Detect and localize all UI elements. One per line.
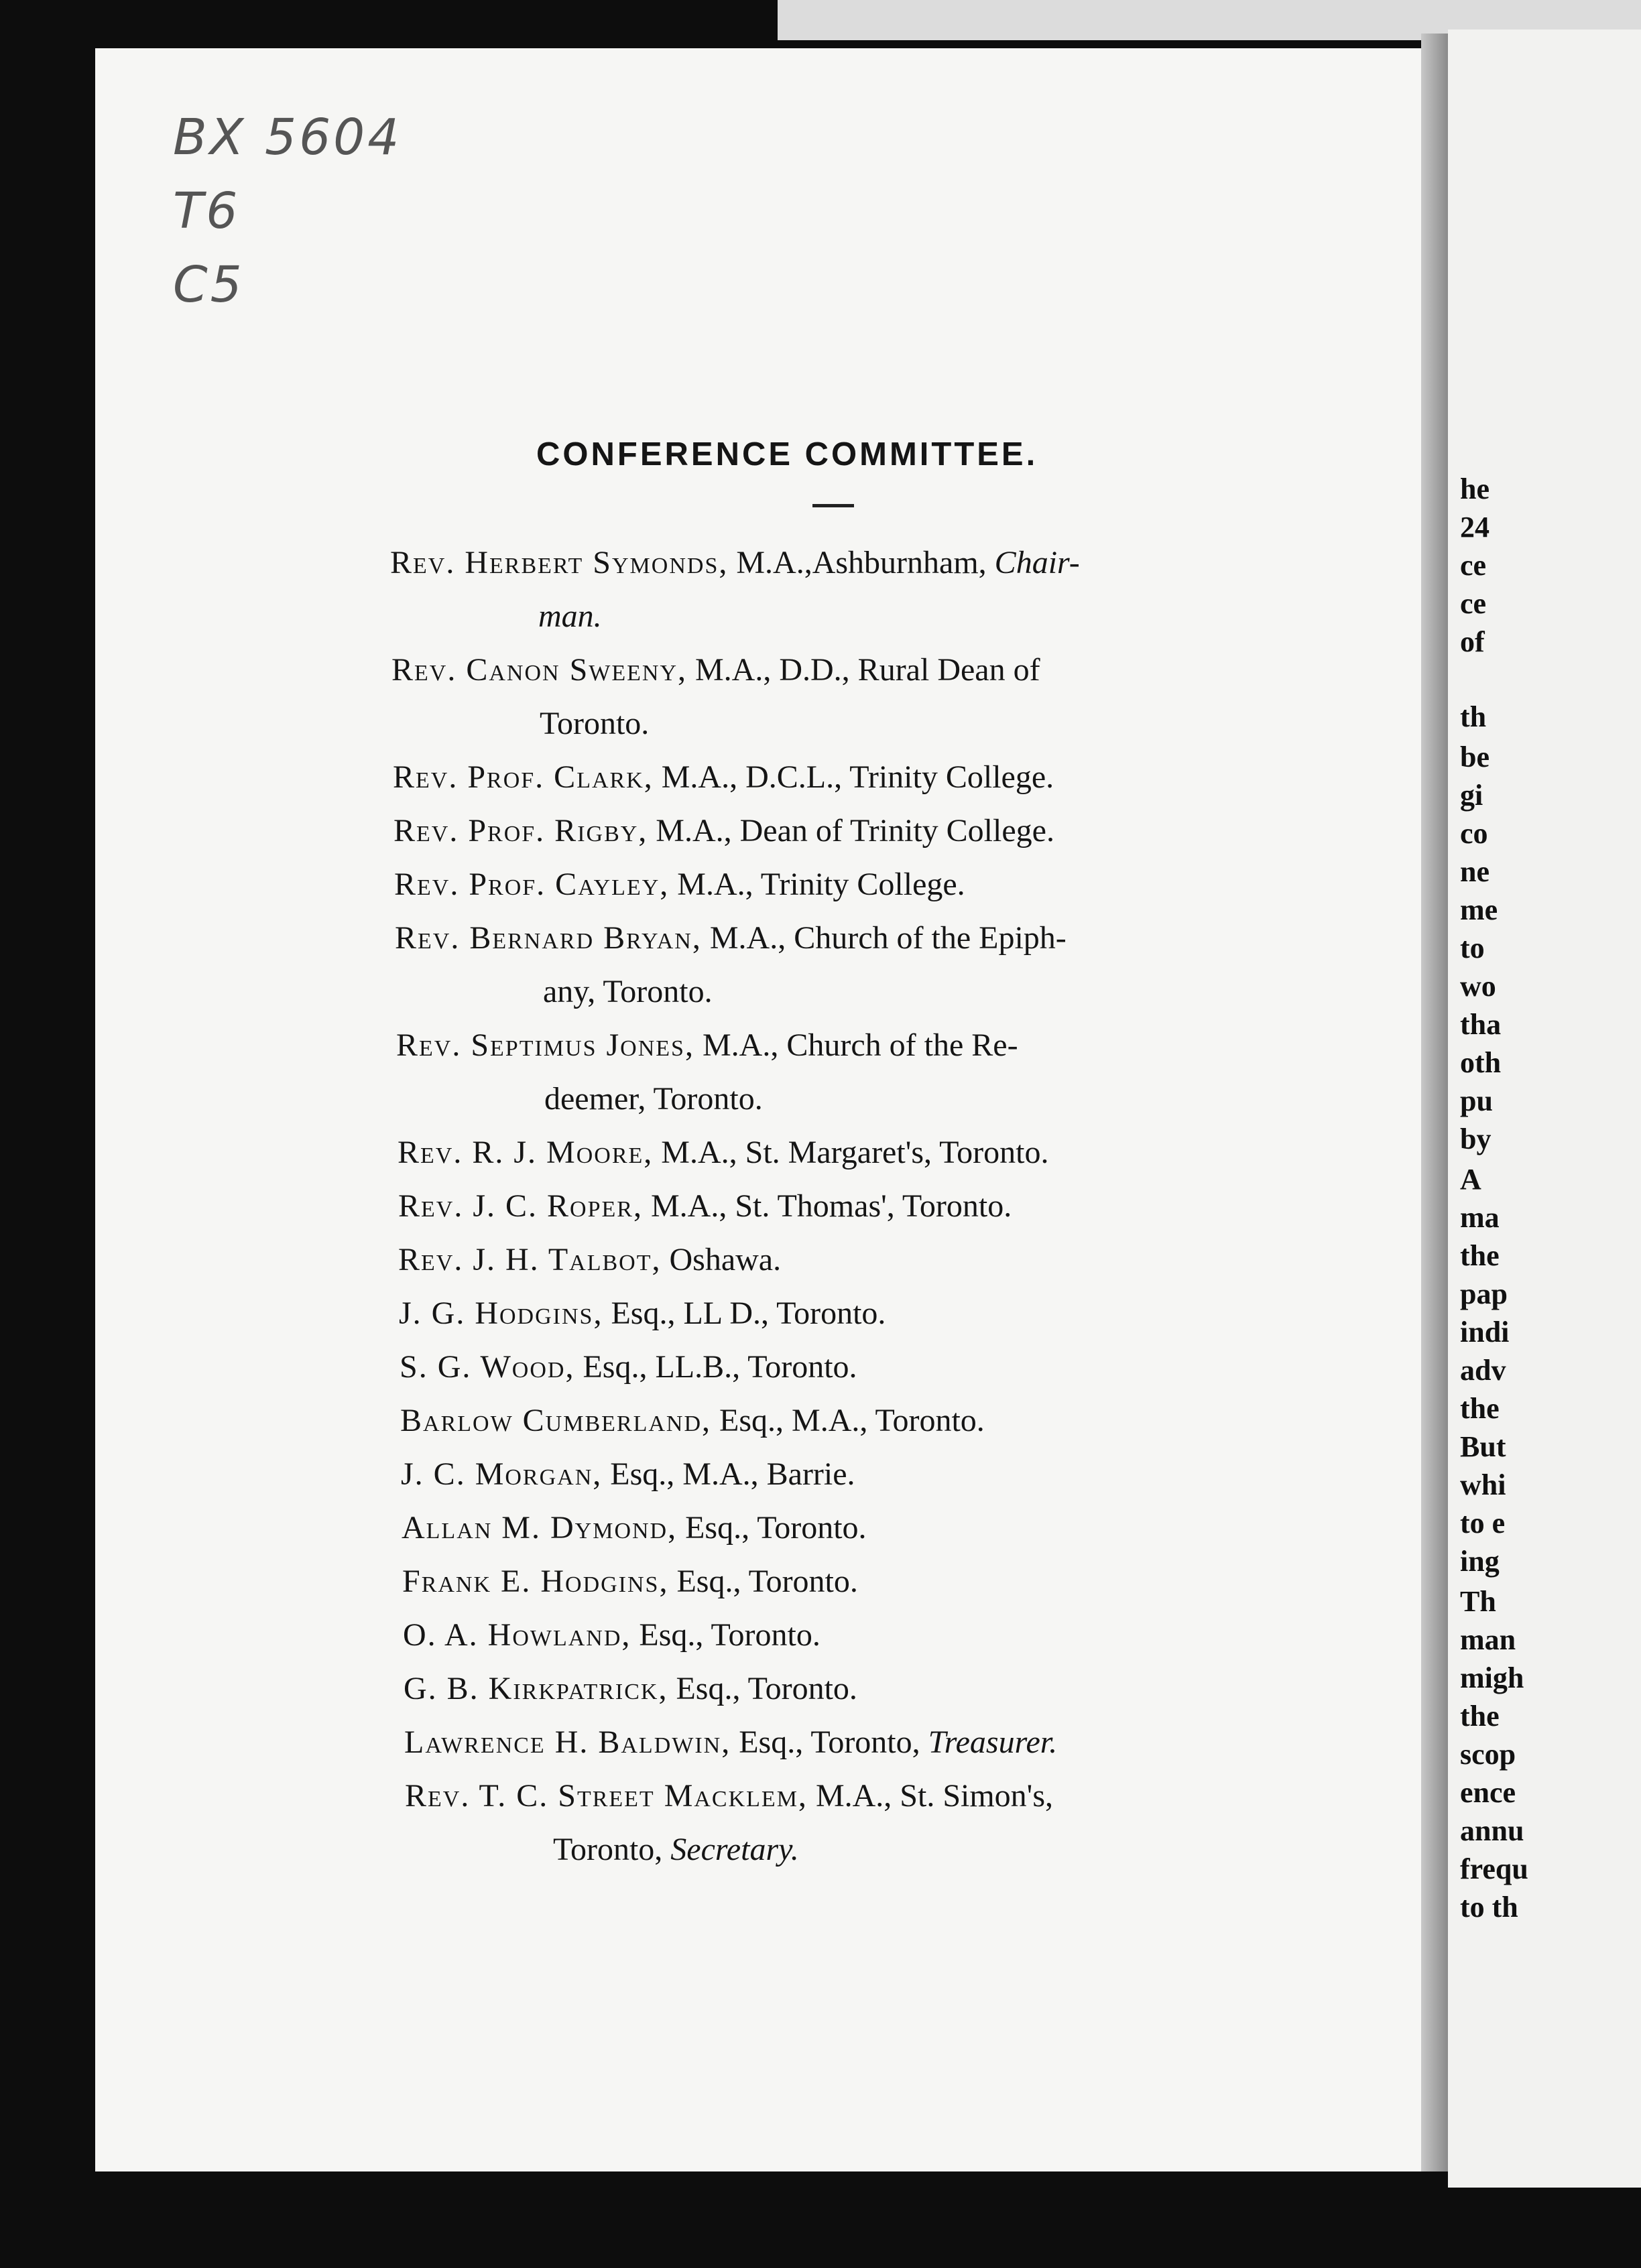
member-name: O. A. Howland,: [403, 1617, 631, 1653]
right-page-text-fragment: to th: [1460, 1891, 1518, 1924]
heading-rule: [812, 504, 854, 507]
right-page-text-fragment: frequ: [1460, 1852, 1528, 1885]
page-heading: CONFERENCE COMMITTEE.: [536, 436, 1038, 472]
right-page-text-fragment: ing: [1460, 1545, 1500, 1578]
right-page-text-fragment: ce: [1460, 549, 1487, 582]
committee-entry: [394, 866, 965, 903]
right-page-text-fragment: pu: [1460, 1084, 1493, 1117]
member-details: any, Toronto.: [543, 974, 713, 1009]
right-page-text-fragment: the: [1460, 1392, 1500, 1425]
member-name: Rev. Canon Sweeny,: [391, 652, 687, 688]
committee-entry: [393, 812, 1054, 849]
member-name: Rev. Septimus Jones,: [396, 1027, 694, 1063]
right-page-text-fragment: scop: [1460, 1738, 1516, 1771]
right-page-text-fragment: oth: [1460, 1046, 1502, 1079]
right-page-text-fragment: ne: [1460, 855, 1490, 888]
member-name: J. G. Hodgins,: [399, 1296, 603, 1331]
member-role: Treasurer.: [928, 1724, 1058, 1760]
committee-entry: [393, 759, 1054, 796]
right-page-text-fragment: wo: [1460, 970, 1496, 1003]
right-page-text-fragment: me: [1460, 893, 1498, 926]
committee-entry: [399, 1295, 886, 1332]
member-details: deemer, Toronto.: [544, 1081, 763, 1117]
member-name: Barlow Cumberland,: [400, 1403, 712, 1438]
member-name: Rev. T. C. Street Macklem,: [405, 1778, 808, 1814]
right-page-text-fragment: indi: [1460, 1316, 1510, 1348]
right-page-text-fragment: the: [1460, 1239, 1500, 1272]
committee-entry: [404, 1724, 1057, 1761]
member-details: M.A., Dean of Trinity College.: [648, 813, 1054, 848]
committee-entry-continued: [538, 598, 602, 635]
member-name: J. C. Morgan,: [401, 1456, 603, 1492]
member-name: Allan M. Dymond,: [402, 1510, 678, 1546]
member-name: Lawrence H. Baldwin,: [404, 1724, 731, 1760]
committee-entry-continued: [540, 705, 649, 742]
member-details: M.A., D.D., Rural Dean of: [687, 652, 1040, 688]
call-number-line: BX 5604: [173, 109, 402, 166]
right-page-text-fragment: adv: [1460, 1354, 1506, 1387]
committee-entry: [404, 1670, 857, 1707]
committee-entry: [391, 651, 1040, 688]
committee-entry-continued: [553, 1831, 799, 1868]
right-page-text-fragment: tha: [1460, 1008, 1502, 1041]
right-page-text-fragment: be: [1460, 741, 1490, 773]
right-page-text-fragment: A: [1460, 1163, 1481, 1196]
committee-entry: [398, 1241, 781, 1278]
right-page-text-fragment: the: [1460, 1700, 1500, 1732]
member-name: Frank E. Hodgins,: [402, 1564, 669, 1599]
member-name: Rev. R. J. Moore,: [398, 1135, 654, 1170]
member-name: Rev. Prof. Cayley,: [394, 867, 670, 902]
member-details: Toronto.: [540, 706, 650, 741]
committee-entry: [396, 1027, 1018, 1064]
member-details: Esq., Toronto,: [731, 1724, 928, 1760]
member-name: Rev. Prof. Clark,: [393, 759, 654, 795]
right-page-text-fragment: by: [1460, 1123, 1492, 1155]
member-role: man.: [538, 598, 602, 634]
member-name: Rev. J. H. Talbot,: [398, 1242, 662, 1277]
member-details: M.A., Church of the Epiph-: [701, 920, 1067, 956]
committee-entry: [398, 1188, 1012, 1224]
member-name: Rev. Bernard Bryan,: [395, 920, 702, 956]
committee-entry: [403, 1617, 820, 1653]
member-details: Esq., LL D., Toronto.: [603, 1296, 886, 1331]
member-details: M.A.,Ashburnham,: [728, 545, 995, 580]
member-details: Esq., Toronto.: [677, 1510, 867, 1546]
member-name: Rev. Prof. Rigby,: [393, 813, 648, 848]
right-page-text-fragment: ma: [1460, 1201, 1500, 1234]
right-page-text-fragment: gi: [1460, 779, 1483, 812]
right-page-edge: [1448, 29, 1641, 2188]
call-number-line: T6: [173, 182, 241, 240]
right-page-text-fragment: co: [1460, 817, 1488, 850]
committee-entry-continued: [543, 973, 713, 1010]
member-details: Esq., LL.B., Toronto.: [574, 1349, 857, 1385]
committee-entry: [402, 1563, 858, 1600]
member-name: Rev. Herbert Symonds,: [390, 545, 729, 580]
member-details: M.A., St. Thomas', Toronto.: [642, 1188, 1012, 1224]
committee-entry: [402, 1509, 867, 1546]
right-page-text-fragment: ce: [1460, 587, 1487, 620]
committee-entry: [395, 920, 1067, 956]
member-details: Esq., Toronto.: [668, 1564, 858, 1599]
right-page-text-fragment: th: [1460, 700, 1487, 733]
member-role: Chair-: [994, 545, 1080, 580]
member-details: Esq., Toronto.: [631, 1617, 820, 1653]
right-page-text-fragment: 24: [1460, 511, 1490, 544]
member-details: Esq., M.A., Toronto.: [711, 1403, 985, 1438]
member-details: M.A., St. Simon's,: [807, 1778, 1054, 1814]
member-details: M.A., Trinity College.: [669, 867, 965, 902]
right-page-text-fragment: he: [1460, 472, 1490, 505]
committee-entry: [400, 1402, 985, 1439]
member-name: Rev. J. C. Roper,: [398, 1188, 643, 1224]
committee-entry: [390, 544, 1080, 581]
committee-entry-continued: [544, 1080, 763, 1117]
member-name: S. G. Wood,: [400, 1349, 575, 1385]
right-page-text-fragment: annu: [1460, 1814, 1524, 1847]
call-number-line: C5: [173, 256, 245, 314]
committee-entry: [398, 1134, 1048, 1171]
member-details: Esq., M.A., Barrie.: [602, 1456, 855, 1492]
right-page-text-fragment: pap: [1460, 1277, 1508, 1310]
member-details: Toronto,: [553, 1832, 671, 1867]
right-page-text-fragment: ence: [1460, 1776, 1516, 1809]
right-page-text-fragment: to: [1460, 932, 1485, 964]
call-number-annotation: [173, 101, 402, 322]
member-details: M.A., St. Margaret's, Toronto.: [653, 1135, 1049, 1170]
right-page-text-fragment: to e: [1460, 1507, 1506, 1539]
member-name: G. B. Kirkpatrick,: [404, 1671, 668, 1706]
right-page-text-fragment: But: [1460, 1430, 1506, 1463]
member-details: M.A., Church of the Re-: [694, 1027, 1018, 1063]
committee-entry: [405, 1777, 1053, 1814]
committee-entry: [401, 1456, 855, 1493]
committee-entry: [400, 1348, 857, 1385]
member-details: Oshawa.: [661, 1242, 782, 1277]
right-page-text-fragment: Th: [1460, 1585, 1496, 1618]
right-page-text-fragment: of: [1460, 625, 1485, 658]
right-page-text-fragment: migh: [1460, 1661, 1524, 1694]
member-details: M.A., D.C.L., Trinity College.: [653, 759, 1054, 795]
right-page-text-fragment: man: [1460, 1623, 1516, 1656]
page-fold: [1421, 34, 1448, 2171]
member-role: Secretary.: [670, 1832, 799, 1867]
right-page-text-fragment: whi: [1460, 1468, 1506, 1501]
member-details: Esq., Toronto.: [668, 1671, 857, 1706]
